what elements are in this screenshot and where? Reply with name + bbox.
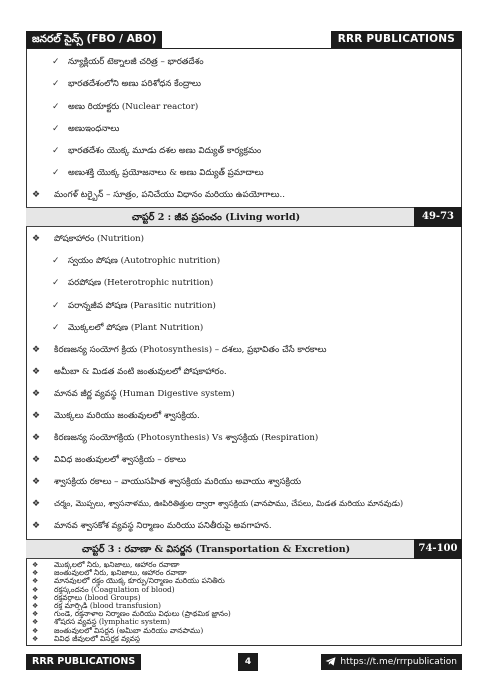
list-item: ✓ భారతదేశం యొక్క మూడు దశల అణు విద్యుత్ కార్యక్రమం bbox=[52, 146, 262, 156]
list-item: ❖ పోషకాహారం (Nutrition) bbox=[32, 234, 145, 244]
page-header bbox=[26, 31, 462, 49]
list-item-text: వివిధ జీవులలో విసర్జక వ్యవస్థ bbox=[54, 634, 141, 643]
list-item: ❖ వివిధ జంతువులలో శ్వాసక్రియ – రకాలు bbox=[32, 455, 187, 465]
telegram-link-text: https://t.me/rrrpublication bbox=[340, 657, 457, 667]
list-item: ❖ మంగళ్ టర్బైన్ – సూత్రం, పనిచేయు విధానం మరియు ఉపయోగాలు.. bbox=[32, 190, 285, 200]
list-item bbox=[32, 618, 458, 626]
header-subject-title: జనరల్ సైన్స్ (FBO / ABO) bbox=[26, 31, 162, 48]
list-item: ✓ స్వయం పోషణ (Autotrophic nutrition) bbox=[52, 256, 221, 266]
list-item bbox=[32, 627, 458, 635]
list-bullet: ❖ bbox=[32, 561, 39, 569]
list-item: ❖ మొక్కలు మరియు జంతువులలో శ్వాసక్రియ. bbox=[32, 411, 200, 421]
list-item: ❖ కిరణజన్య సంయోగక్రియ (Photosynthesis) Vs శ్వాసక్రియ (Respiration) bbox=[32, 433, 319, 443]
list-item: ❖ అమీబా & మిడత వంటి జంతువులలో పోషకాహారం. bbox=[32, 367, 227, 377]
chapter-3-title: చాప్టర్ 3 : రవాణా & విసర్జన (Transportation & Excretion) bbox=[81, 544, 351, 555]
list-item-text: జంతువులలో విసర్జన (అమీబా మరియు వానపాము) bbox=[54, 626, 204, 635]
list-bullet: ❖ bbox=[32, 593, 39, 602]
list-item-text: శోషరస వ్యవస్థ (lymphatic system) bbox=[54, 618, 171, 627]
list-bullet: ❖ bbox=[32, 585, 39, 594]
list-bullet: ❖ bbox=[32, 626, 39, 635]
list-item-text: మానవులలో రక్తం యొక్క కూర్పు/నిర్మాణం మరియు పనితీరు bbox=[54, 577, 225, 586]
list-item: ❖ కిరణజన్య సంయోగ క్రియ (Photosynthesis) – దశలు, ప్రభావితం చేసే కారకాలు bbox=[32, 345, 327, 355]
list-item bbox=[32, 586, 458, 594]
list-item bbox=[32, 561, 458, 569]
telegram-icon bbox=[325, 657, 336, 666]
list-item: ❖ మానవ శ్వాసకోశ వ్యవస్థ నిర్మాణం మరియు పనితీరుపై అవగాహన. bbox=[32, 521, 272, 531]
header-publisher: RRR PUBLICATIONS bbox=[331, 31, 462, 48]
chapter-3-page-range: 74-100 bbox=[414, 539, 462, 559]
page-number: 4 bbox=[238, 653, 258, 671]
list-item: ✓ పరపోషణ (Heterotrophic nutrition) bbox=[52, 278, 214, 288]
list-item bbox=[32, 577, 458, 585]
list-item bbox=[32, 569, 458, 577]
list-bullet: ❖ bbox=[32, 634, 39, 643]
list-item-text: మొక్కలలో నీరు, ఖనిజాలు, ఆహారం రవాణా bbox=[54, 561, 180, 569]
list-bullet: ❖ bbox=[32, 569, 39, 578]
list-bullet: ❖ bbox=[32, 577, 39, 586]
list-bullet: ❖ bbox=[32, 602, 39, 610]
list-item: ❖ శ్వాసక్రియ రకాలు – వాయుసహిత శ్వాసక్రియ మరియు అవాయు శ్వాసక్రియ bbox=[32, 477, 302, 487]
list-item bbox=[32, 610, 458, 618]
list-item: ❖ మానవ జీర్ణ వ్యవస్థ (Human Digestive system) bbox=[32, 389, 235, 399]
list-item: ✓ అణుశక్తి యొక్క ప్రయోజనాలు & అణు విద్యుత్ ప్రమాదాలు bbox=[52, 168, 264, 178]
telegram-link[interactable] bbox=[321, 654, 462, 670]
list-item-text: రక్త మార్పిడి (blood transfusion) bbox=[54, 602, 161, 610]
list-item bbox=[32, 635, 458, 643]
list-item-text: రక్తవర్గాలు (blood Groups) bbox=[54, 593, 141, 602]
list-item-text: గుండె, రక్తనాళాల నిర్మాణం మరియు విధులు (ప్రాథమిక జ్ఞానం) bbox=[54, 610, 231, 619]
list-item: ✓ పరాన్నజీవ పోషణ (Parasitic nutrition) bbox=[52, 301, 216, 311]
chapter-2-title: చాప్టర్ 2 : జీవ ప్రపంచం (Living world) bbox=[131, 212, 301, 223]
list-item bbox=[32, 602, 458, 610]
list-item-text: జంతువులలో నీరు, ఖనిజాలు, ఆహారం రవాణా bbox=[54, 569, 187, 578]
list-item: ✓ అణు రియాక్టరు (Nuclear reactor) bbox=[52, 102, 199, 112]
list-item: ✓ భారతదేశంలోని అణు పరిశోధన కేంద్రాలు bbox=[52, 79, 201, 89]
list-item bbox=[32, 594, 458, 602]
list-bullet: ❖ bbox=[32, 610, 39, 619]
list-item: ✓ అణుఇంధనాలు bbox=[52, 124, 120, 134]
chapter-2-heading bbox=[26, 207, 462, 227]
list-bullet: ❖ bbox=[32, 618, 39, 627]
footer-publisher: RRR PUBLICATIONS bbox=[26, 654, 141, 670]
list-item: ✓ మొక్కలలో పోషణ (Plant Nutrition) bbox=[52, 323, 204, 333]
chapter-3-heading bbox=[26, 539, 462, 559]
list-item-text: రక్తస్కందనం (Coagulation of blood) bbox=[54, 585, 175, 594]
list-item: ❖ చర్మం, మొప్పలు, శ్వాసనాళము, ఊపిరితిత్తుల ద్వారా శ్వాసక్రియ (వానపాము, చేపలు, మిడత మరియు మానవుడు) bbox=[32, 499, 404, 509]
chapter-2-page-range: 49-73 bbox=[414, 207, 462, 227]
page-footer bbox=[26, 645, 462, 671]
list-item: ✓ న్యూక్లియర్ టెక్నాలజీ చరిత్ర – భారతదేశం bbox=[52, 57, 204, 67]
